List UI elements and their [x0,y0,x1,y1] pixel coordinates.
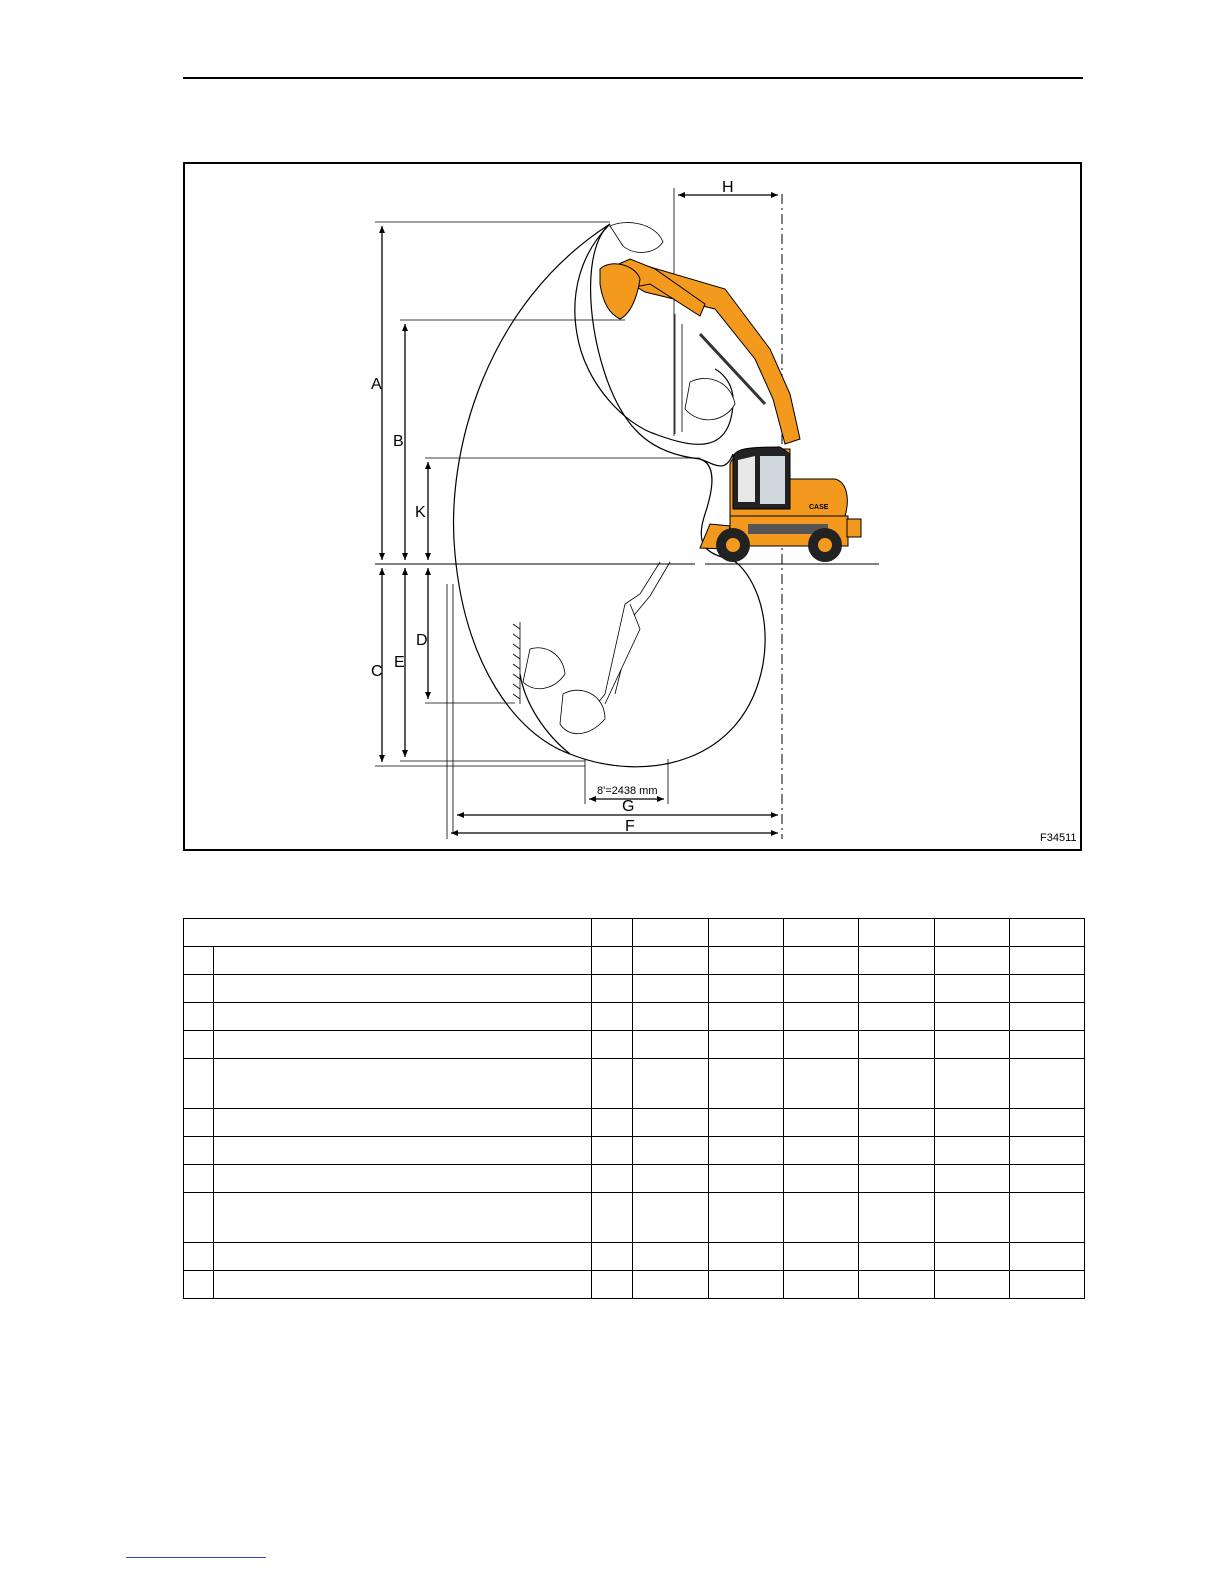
table-cell [633,919,708,947]
table-cell [783,919,858,947]
table-row [184,1165,1085,1193]
header-rule [183,77,1083,79]
reference-width-label: 8'=2438 mm [597,785,658,797]
footer-link-underline[interactable] [126,1557,266,1558]
table-row [184,947,1085,975]
dim-label-g: G [622,798,635,815]
table-row [184,1003,1085,1031]
boom-brand-label: CASE [728,366,751,393]
working-range-figure [183,162,1082,851]
table-cell [934,919,1009,947]
bucket-ghost-top [600,223,735,434]
bucket [600,264,640,319]
body-brand-label: CASE [809,504,829,511]
dim-label-d: D [416,632,428,649]
table-row [184,1109,1085,1137]
table-row [184,1059,1085,1109]
table-row [184,975,1085,1003]
dim-label-b: B [393,433,404,450]
table-row [184,1031,1085,1059]
table-cell [184,919,592,947]
table-cell [1009,919,1084,947]
dim-label-k: K [415,504,426,521]
dim-label-e: E [394,654,405,671]
table-header-row [184,919,1085,947]
working-range-diagram [185,164,1084,853]
figure-code: F34511 [1040,832,1077,844]
table-cell [858,919,934,947]
table-cell [708,919,783,947]
dim-label-h: H [722,179,734,196]
dim-label-a: A [371,376,382,393]
table-row [184,1193,1085,1243]
dim-label-c: C [371,663,383,680]
dim-label-f: F [625,818,635,835]
table-cell [592,919,633,947]
table-row [184,1271,1085,1299]
lower-digging-arm [513,562,670,734]
specification-table [183,918,1085,1299]
table-row [184,1243,1085,1271]
table-row [184,1137,1085,1165]
